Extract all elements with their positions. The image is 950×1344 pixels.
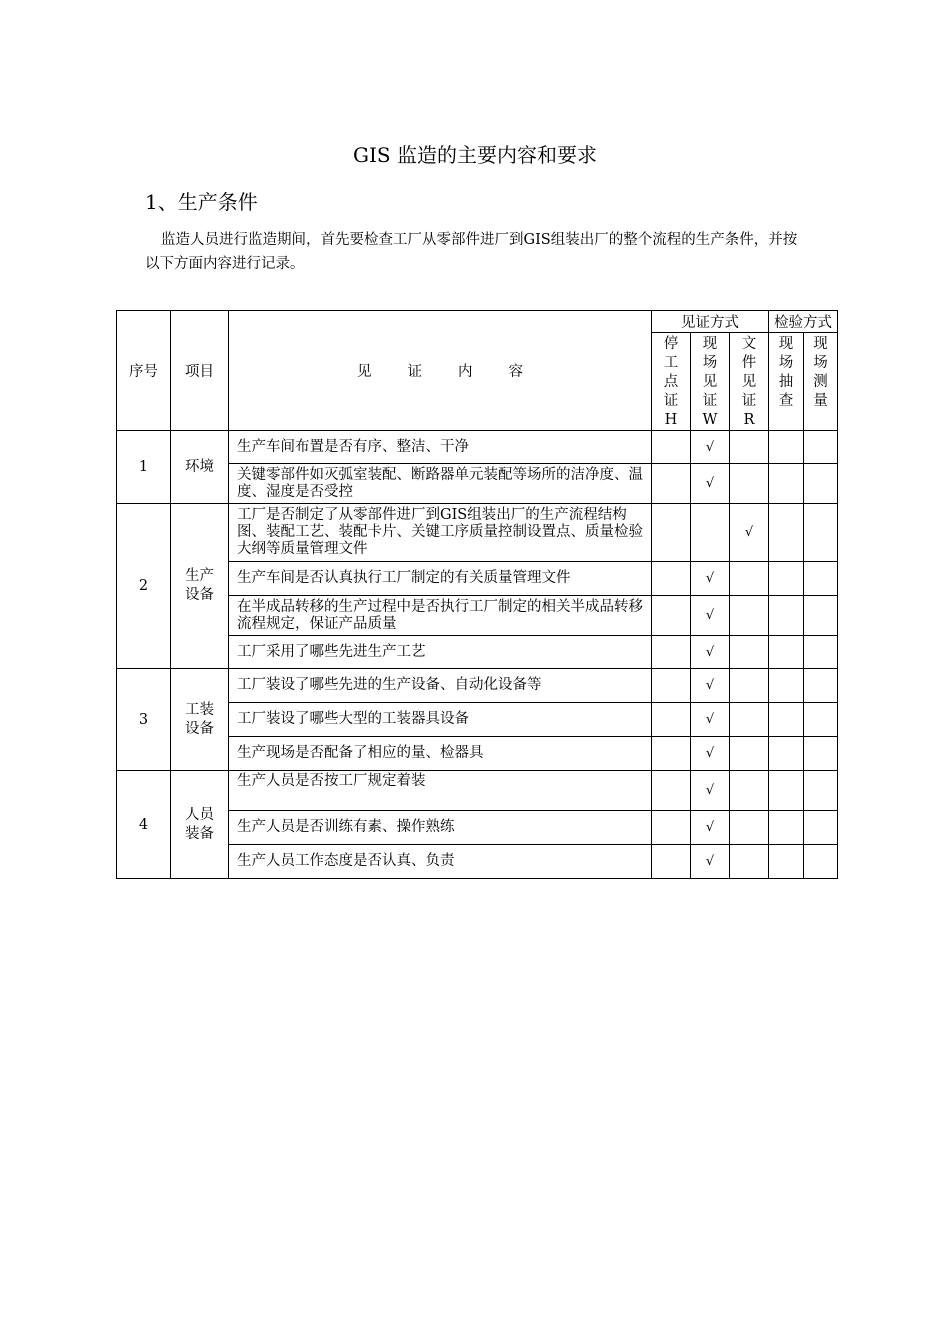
row-seq: 2 — [117, 504, 171, 669]
row-mark-w: √ — [691, 669, 730, 703]
row-mark-r — [730, 636, 769, 669]
row-seq: 1 — [117, 431, 171, 504]
row-mark-h — [652, 845, 691, 879]
row-seq: 3 — [117, 669, 171, 771]
row-mark-m — [804, 562, 838, 596]
row-item: 工装设备 — [171, 669, 229, 771]
row-mark-h — [652, 703, 691, 737]
row-item: 人员装备 — [171, 771, 229, 879]
row-content: 生产人员是否按工厂规定着装 — [229, 771, 652, 811]
row-mark-r — [730, 669, 769, 703]
row-mark-s — [769, 669, 804, 703]
header-content: 见证内容 — [229, 311, 652, 431]
row-content: 生产现场是否配备了相应的量、检器具 — [229, 737, 652, 771]
row-mark-m — [804, 771, 838, 811]
row-mark-s — [769, 636, 804, 669]
row-mark-h — [652, 464, 691, 504]
row-mark-h — [652, 771, 691, 811]
page-title: GIS 监造的主要内容和要求 — [353, 143, 597, 167]
row-mark-m — [804, 737, 838, 771]
header-h-point: 停 工 点 证 H — [652, 333, 691, 431]
row-mark-m — [804, 811, 838, 845]
row-mark-h — [652, 596, 691, 636]
row-content: 工厂是否制定了从零部件进厂到GIS组装出厂的生产流程结构图、装配工艺、装配卡片、关键工序质量控制设置点、质量检验大纲等质量管理文件 — [229, 504, 652, 562]
row-mark-m — [804, 504, 838, 562]
row-mark-r — [730, 737, 769, 771]
row-mark-s — [769, 771, 804, 811]
row-mark-h — [652, 737, 691, 771]
row-mark-s — [769, 811, 804, 845]
row-mark-s — [769, 596, 804, 636]
row-content: 生产人员工作态度是否认真、负责 — [229, 845, 652, 879]
row-mark-m — [804, 431, 838, 464]
row-item: 生产设备 — [171, 504, 229, 669]
row-content: 工厂采用了哪些先进生产工艺 — [229, 636, 652, 669]
row-mark-r: √ — [730, 504, 769, 562]
row-mark-w: √ — [691, 562, 730, 596]
row-mark-r — [730, 845, 769, 879]
row-content: 工厂装设了哪些先进的生产设备、自动化设备等 — [229, 669, 652, 703]
row-mark-s — [769, 737, 804, 771]
header-item: 项目 — [171, 311, 229, 431]
row-mark-s — [769, 464, 804, 504]
row-mark-r — [730, 703, 769, 737]
row-content: 关键零部件如灭弧室装配、断路器单元装配等场所的洁净度、温度、湿度是否受控 — [229, 464, 652, 504]
header-r-point: 文 件 见 证 R — [730, 333, 769, 431]
row-seq: 4 — [117, 771, 171, 879]
row-content: 生产车间是否认真执行工厂制定的有关质量管理文件 — [229, 562, 652, 596]
table-row — [117, 771, 838, 811]
row-mark-r — [730, 811, 769, 845]
row-mark-h — [652, 562, 691, 596]
row-mark-w: √ — [691, 771, 730, 811]
header-spot-check: 现 场 抽 查 — [769, 333, 804, 431]
intro-paragraph: 监造人员进行监造期间，首先要检查工厂从零部件进厂到GIS组装出厂的整个流程的生产条件，并按以下方面内容进行记录。 — [145, 232, 798, 272]
header-spot-measure: 现 场 测 量 — [804, 333, 838, 431]
header-seq: 序号 — [117, 311, 171, 431]
row-mark-h — [652, 431, 691, 464]
section-heading: 1、生产条件 — [145, 190, 258, 214]
row-content: 生产车间布置是否有序、整洁、干净 — [229, 431, 652, 464]
row-mark-h — [652, 636, 691, 669]
row-item: 环境 — [171, 431, 229, 504]
row-mark-m — [804, 464, 838, 504]
row-mark-w: √ — [691, 596, 730, 636]
row-mark-w: √ — [691, 464, 730, 504]
header-witness-group: 见证方式 — [652, 311, 769, 333]
header-w-point: 现 场 见 证 W — [691, 333, 730, 431]
row-mark-s — [769, 845, 804, 879]
table-row — [117, 504, 838, 562]
inspection-table — [116, 310, 838, 879]
row-mark-s — [769, 703, 804, 737]
row-mark-h — [652, 669, 691, 703]
row-mark-r — [730, 596, 769, 636]
row-mark-m — [804, 636, 838, 669]
row-mark-w: √ — [691, 737, 730, 771]
row-mark-w — [691, 504, 730, 562]
row-mark-w: √ — [691, 845, 730, 879]
table-row — [117, 431, 838, 464]
row-mark-w: √ — [691, 636, 730, 669]
row-mark-m — [804, 596, 838, 636]
row-mark-s — [769, 562, 804, 596]
row-content: 在半成品转移的生产过程中是否执行工厂制定的相关半成品转移流程规定，保证产品质量 — [229, 596, 652, 636]
row-mark-w: √ — [691, 703, 730, 737]
row-mark-s — [769, 504, 804, 562]
row-mark-r — [730, 562, 769, 596]
row-content: 生产人员是否训练有素、操作熟练 — [229, 811, 652, 845]
row-mark-s — [769, 431, 804, 464]
row-mark-m — [804, 703, 838, 737]
header-inspect-group: 检验方式 — [769, 311, 838, 333]
row-mark-w: √ — [691, 431, 730, 464]
row-mark-h — [652, 504, 691, 562]
row-mark-r — [730, 464, 769, 504]
row-mark-w: √ — [691, 811, 730, 845]
row-mark-h — [652, 811, 691, 845]
row-mark-r — [730, 771, 769, 811]
table-row — [117, 669, 838, 703]
row-mark-m — [804, 669, 838, 703]
row-content: 工厂装设了哪些大型的工装器具设备 — [229, 703, 652, 737]
row-mark-m — [804, 845, 838, 879]
row-mark-r — [730, 431, 769, 464]
